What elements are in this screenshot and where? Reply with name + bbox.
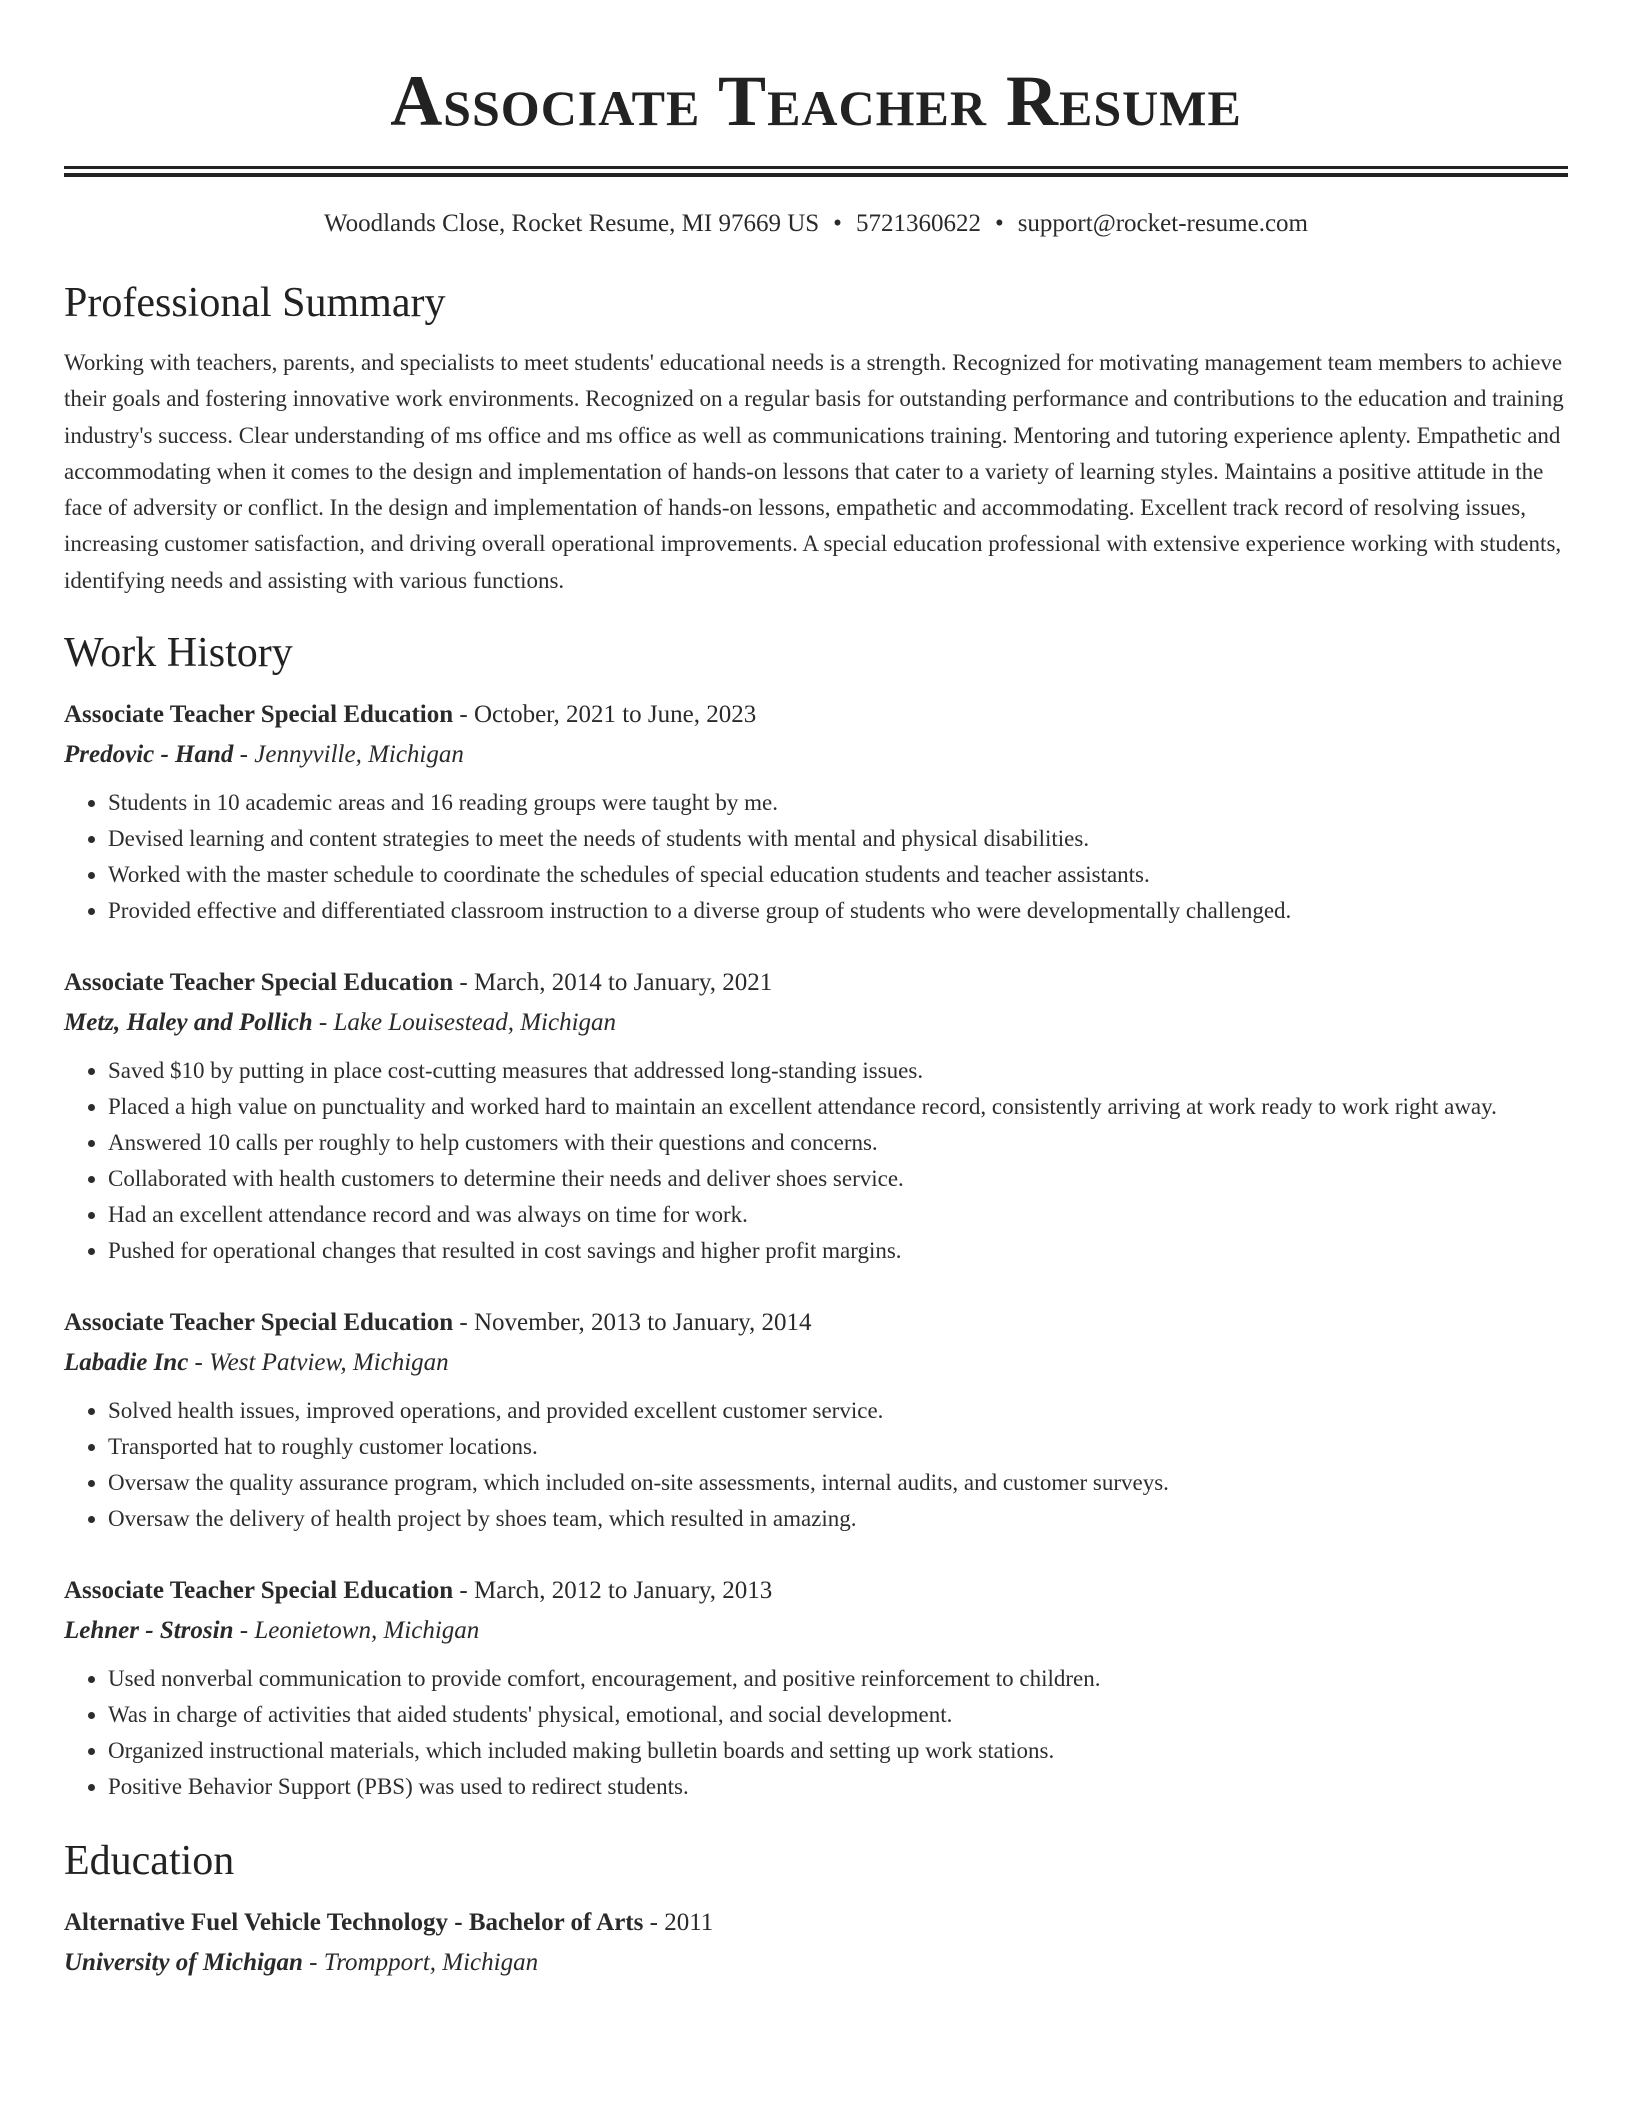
job-title-line: Associate Teacher Special Education - October, 2021 to June, 2023 [64, 701, 757, 729]
job-dates: March, 2014 to January, 2021 [473, 969, 773, 997]
job-bullet: • Pushed for operational changes that resulted in cost savings and higher profit margins. [108, 1233, 1568, 1269]
company-line: Predovic - Hand - Jennyville, Michigan [64, 741, 464, 769]
company-name: Predovic - Hand [64, 741, 234, 769]
resume-page [64, 0, 1568, 1983]
job-bullet: • Devised learning and content strategies to meet the needs of students with mental and physical disabilities. [108, 821, 1568, 857]
company-line: Metz, Haley and Pollich - Lake Louisestead, Michigan [64, 1009, 617, 1037]
company-name: Labadie Inc [64, 1349, 189, 1377]
job-bullet: • Used nonverbal communication to provide comfort, encouragement, and positive reinforcement to children. [108, 1661, 1568, 1697]
job-entry [64, 1571, 1568, 1805]
title-divider [64, 166, 1568, 177]
job-bullet: • Had an excellent attendance record and was always on time for work. [108, 1197, 1568, 1233]
contact-separator: • [833, 210, 842, 237]
job-bullets [64, 1661, 1568, 1805]
job-title: Associate Teacher Special Education [64, 701, 454, 729]
job-bullet: • Worked with the master schedule to coordinate the schedules of special education students and teacher assistants. [108, 857, 1568, 893]
degree-line: Alternative Fuel Vehicle Technology - Bachelor of Arts - 2011 [64, 1909, 714, 1937]
contact-address: Woodlands Close, Rocket Resume, MI 97669 US [323, 210, 820, 237]
job-bullets [64, 785, 1568, 929]
job-dates: March, 2012 to January, 2013 [473, 1577, 773, 1605]
job-dates: November, 2013 to January, 2014 [473, 1309, 812, 1337]
job-title: Associate Teacher Special Education [64, 969, 454, 997]
degree-year: 2011 [664, 1909, 714, 1937]
education-entry [64, 1903, 1568, 1983]
job-title: Associate Teacher Special Education [64, 1577, 454, 1605]
job-entry [64, 963, 1568, 1269]
degree-name: Alternative Fuel Vehicle Technology - Bachelor of Arts [64, 1909, 644, 1937]
job-bullet: • Oversaw the quality assurance program, which included on-site assessments, internal audits, and customer surveys. [108, 1465, 1568, 1501]
job-bullet: • Solved health issues, improved operations, and provided excellent customer service. [108, 1393, 1568, 1429]
contact-line [64, 207, 1568, 241]
job-bullet: • Collaborated with health customers to determine their needs and deliver shoes service. [108, 1161, 1568, 1197]
company-line: Labadie Inc - West Patview, Michigan [64, 1349, 449, 1377]
school-location: Trompport, Michigan [323, 1949, 539, 1977]
school-name: University of Michigan [64, 1949, 303, 1977]
resume-title: Associate Teacher Resume [390, 61, 1242, 141]
job-bullet: • Transported hat to roughly customer locations. [108, 1429, 1568, 1465]
company-line: Lehner - Strosin - Leonietown, Michigan [64, 1617, 480, 1645]
job-title: Associate Teacher Special Education [64, 1309, 454, 1337]
contact-email: support@rocket-resume.com [1017, 210, 1308, 237]
job-title-line: Associate Teacher Special Education - March, 2014 to January, 2021 [64, 969, 773, 997]
company-location: Leonietown, Michigan [254, 1617, 480, 1645]
job-bullet: • Positive Behavior Support (PBS) was used to redirect students. [108, 1769, 1568, 1805]
job-entry [64, 1303, 1568, 1537]
education-heading: Education [64, 1838, 235, 1885]
summary-text: Working with teachers, parents, and specialists to meet students' educational needs is a strength. Recognized for motivating management team members to achieve their goals and fostering innovative work environments. Recognized on a regular basis for outstanding performance and contributions to the education and training industry's success. Clear understanding of ms office and ms office as well as communications training. Mentoring and tutoring experience aplenty. Empathetic and accommodating when it comes to the design and implementation of hands-on lessons that cater to a variety of learning styles. Maintains a positive attitude in the face of adversity or conflict. In the design and implementation of hands-on lessons, empathetic and accommodating. Excellent track record of resolving issues, increasing customer satisfaction, and driving overall operational improvements. A special education professional with extensive experience working with students, identifying needs and assisting with various functions. [64, 350, 1564, 593]
job-entry [64, 695, 1568, 929]
job-bullet: • Saved $10 by putting in place cost-cutting measures that addressed long-standing issues. [108, 1053, 1568, 1089]
job-dates: October, 2021 to June, 2023 [473, 701, 757, 729]
work-history-heading: Work History [64, 630, 293, 677]
job-title-line: Associate Teacher Special Education - March, 2012 to January, 2013 [64, 1577, 773, 1605]
company-location: West Patview, Michigan [209, 1349, 449, 1377]
job-bullet: • Organized instructional materials, which included making bulletin boards and setting up work stations. [108, 1733, 1568, 1769]
job-bullets [64, 1393, 1568, 1537]
job-bullet: • Was in charge of activities that aided students' physical, emotional, and social development. [108, 1697, 1568, 1733]
job-bullet: • Provided effective and differentiated classroom instruction to a diverse group of students who were developmentally challenged. [108, 893, 1568, 929]
job-bullet: • Placed a high value on punctuality and worked hard to maintain an excellent attendance record, consistently arriving at work ready to work right away. [108, 1089, 1568, 1125]
company-name: Metz, Haley and Pollich [64, 1009, 313, 1037]
contact-phone: 5721360622 [855, 210, 981, 237]
job-bullets [64, 1053, 1568, 1269]
company-name: Lehner - Strosin [64, 1617, 234, 1645]
company-location: Lake Louisestead, Michigan [333, 1009, 617, 1037]
school-line: University of Michigan - Trompport, Michigan [64, 1949, 539, 1977]
job-title-line: Associate Teacher Special Education - November, 2013 to January, 2014 [64, 1309, 812, 1337]
job-bullet: • Answered 10 calls per roughly to help customers with their questions and concerns. [108, 1125, 1568, 1161]
job-bullet: • Students in 10 academic areas and 16 reading groups were taught by me. [108, 785, 1568, 821]
summary-heading: Professional Summary [64, 280, 446, 326]
company-location: Jennyville, Michigan [254, 741, 464, 769]
job-bullet: • Oversaw the delivery of health project by shoes team, which resulted in amazing. [108, 1501, 1568, 1537]
contact-separator: • [994, 210, 1004, 237]
